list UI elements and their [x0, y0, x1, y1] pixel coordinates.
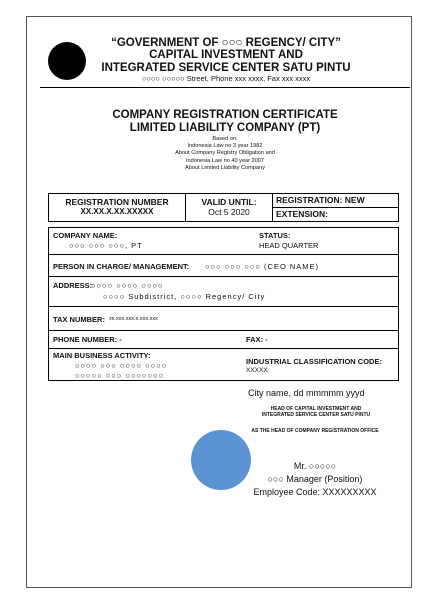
header-divider — [40, 87, 410, 88]
registration-number-label: REGISTRATION NUMBER — [65, 197, 169, 207]
address-line-2: ○○○○ Subdistrict, ○○○○ Regency/ City — [103, 292, 266, 301]
legal-basis-line: Based on: — [212, 136, 238, 142]
person-in-charge-value: ○○○ ○○○ ○○○ (CEO NAME) — [205, 262, 320, 271]
registration-number-cell — [48, 193, 185, 222]
phone-fax-row — [49, 331, 398, 349]
business-activity-row — [49, 349, 398, 381]
business-activity-label: MAIN BUSINESS ACTIVITY: — [53, 351, 151, 360]
business-activity-line-1: ○○○○ ○○○ ○○○○ ○○○○ — [75, 361, 168, 370]
business-activity-line-2: ○○○○○ ○○○ ○○○○○○○ — [75, 371, 165, 380]
status-value: HEAD QUARTER — [259, 241, 319, 250]
legal-basis-line: Indonesia Law no 3 year 1982 — [187, 143, 263, 150]
valid-until-cell — [185, 193, 272, 222]
phone-number-label: PHONE NUMBER: - — [53, 335, 122, 344]
company-name-label: COMPANY NAME: — [53, 231, 118, 240]
legal-basis — [40, 136, 410, 172]
place-date: City name, dd mmmmm yyyd — [248, 388, 365, 398]
legal-basis-line: Indonesia Law no 40 year 2007 — [185, 157, 265, 164]
header-agency-line2: INTEGRATED SERVICE CENTER SATU PINTU — [101, 62, 351, 74]
registration-type-cell: REGISTRATION: NEW — [272, 193, 399, 208]
address-label: ADDRESS: — [53, 281, 93, 290]
signatory-title-line-1: HEAD OF CAPITAL INVESTMENT AND — [270, 406, 362, 412]
tax-number-value: xx.xxx.xxx.x.xxx.xxx — [109, 316, 158, 322]
address-line-1: ○○○○ ○○○○ ○○○○ — [91, 281, 164, 290]
registration-number-value: XX.XX.X.XX.XXXXX — [80, 207, 154, 216]
header-address: ○○○○ ○○○○○ Street, Phone xxx xxxx, Fax xxx xxxx — [141, 74, 311, 83]
company-details-table — [48, 227, 399, 381]
signatory-office: AS THE HEAD OF COMPANY REGISTRATION OFFICE — [251, 428, 379, 434]
signatory-position: ○○○ Manager (Position) — [267, 474, 363, 484]
legal-basis-line: About Company Registry Obligation and — [175, 150, 275, 157]
status-label: STATUS: — [259, 231, 291, 240]
tax-number-label: TAX NUMBER: — [53, 315, 105, 324]
certificate-title: COMPANY REGISTRATION CERTIFICATE — [112, 109, 338, 121]
valid-until-value: Oct 5 2020 — [208, 207, 250, 217]
person-in-charge-row — [49, 255, 398, 277]
certificate-subtitle: LIMITED LIABILITY COMPANY (PT) — [129, 122, 321, 134]
address-row — [49, 277, 398, 307]
legal-basis-line: About Limited Liability Company — [185, 164, 265, 171]
signatory-title-line-2: INTEGRATED SERVICE CENTER SATU PINTU — [261, 412, 371, 418]
fax-label: FAX: - — [246, 335, 268, 344]
tax-number-row — [49, 307, 398, 331]
header-agency-line1: CAPITAL INVESTMENT AND — [149, 49, 303, 61]
employee-code: Employee Code: XXXXXXXXX — [253, 487, 377, 497]
industrial-code-value: XXXXX — [246, 367, 268, 374]
person-in-charge-label: PERSON IN CHARGE/ MANAGEMENT: — [53, 262, 190, 271]
industrial-code-label: INDUSTRIAL CLASSIFICATION CODE: — [246, 357, 382, 366]
company-name-value: ○○○ ○○○ ○○○, PT — [69, 241, 143, 250]
extension-cell: EXTENSION: — [272, 207, 399, 222]
company-name-row — [49, 228, 398, 255]
government-logo — [48, 42, 86, 80]
header-government: “GOVERNMENT OF ○○○ REGENCY/ CITY” — [111, 37, 341, 49]
valid-until-label: VALID UNTIL: — [201, 197, 257, 207]
signatory-name: Mr. ○○○○○ — [293, 461, 337, 471]
